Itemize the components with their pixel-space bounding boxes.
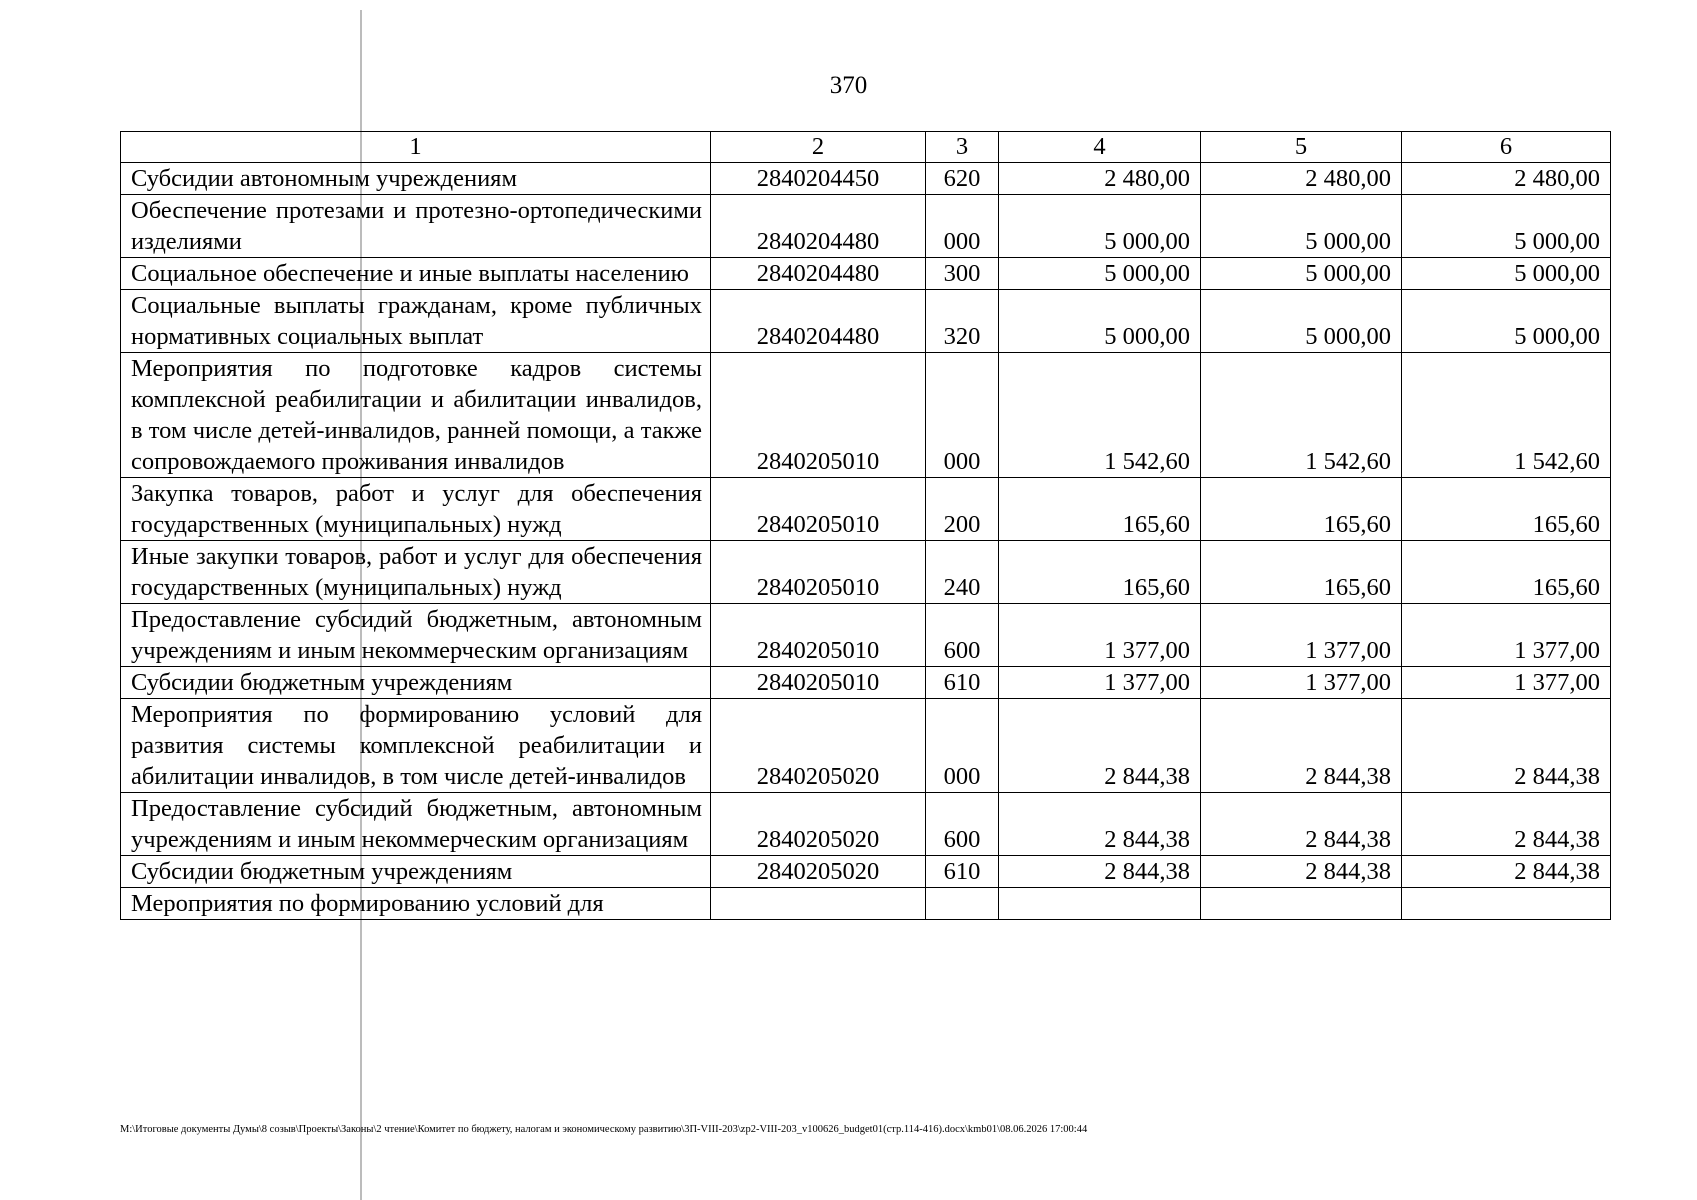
- row-value-5: 1 377,00: [1201, 604, 1402, 667]
- row-type: 200: [926, 478, 999, 541]
- row-code: 2840205010: [711, 604, 926, 667]
- row-code: 2840204480: [711, 258, 926, 290]
- row-value-5: 5 000,00: [1201, 290, 1402, 353]
- table-row: [121, 478, 1611, 541]
- row-name: Предоставление субсидий бюджетным, автономным учреждениям и иным некоммерческим организациям: [121, 604, 711, 667]
- row-type: 620: [926, 163, 999, 195]
- budget-table: [120, 131, 1611, 920]
- row-value-6: 1 377,00: [1402, 604, 1611, 667]
- table-row: [121, 541, 1611, 604]
- row-code: 2840205020: [711, 793, 926, 856]
- row-name: Социальное обеспечение и иные выплаты населению: [121, 258, 711, 290]
- table-row: [121, 699, 1611, 793]
- column-header: 1: [121, 132, 711, 163]
- column-header: 2: [711, 132, 926, 163]
- row-value-5: 165,60: [1201, 541, 1402, 604]
- row-value-6: 5 000,00: [1402, 195, 1611, 258]
- row-code: 2840205010: [711, 478, 926, 541]
- row-value-5: 2 844,38: [1201, 793, 1402, 856]
- table-body: [121, 163, 1611, 920]
- column-header: 4: [999, 132, 1201, 163]
- row-type: 000: [926, 353, 999, 478]
- row-value-5: [1201, 888, 1402, 920]
- table-row: [121, 163, 1611, 195]
- table-header: [121, 132, 1611, 163]
- row-type: 610: [926, 667, 999, 699]
- table-row: [121, 258, 1611, 290]
- header-row: [121, 132, 1611, 163]
- row-name: Субсидии автономным учреждениям: [121, 163, 711, 195]
- column-header: 6: [1402, 132, 1611, 163]
- row-name: Иные закупки товаров, работ и услуг для обеспечения государственных (муниципальных) нужд: [121, 541, 711, 604]
- row-value-4: 1 377,00: [999, 604, 1201, 667]
- row-value-6: 2 480,00: [1402, 163, 1611, 195]
- row-value-5: 165,60: [1201, 478, 1402, 541]
- row-code: 2840204480: [711, 290, 926, 353]
- row-value-4: 2 844,38: [999, 793, 1201, 856]
- row-value-5: 2 844,38: [1201, 856, 1402, 888]
- table-row: [121, 604, 1611, 667]
- row-value-6: 1 542,60: [1402, 353, 1611, 478]
- row-value-6: 165,60: [1402, 541, 1611, 604]
- row-name: Мероприятия по подготовке кадров системы комплексной реабилитации и абилитации инвалидов, в том числе детей-инвалидов, ранней помощи, а также сопровождаемого проживания инвалидов: [121, 353, 711, 478]
- row-value-6: 165,60: [1402, 478, 1611, 541]
- column-header: 5: [1201, 132, 1402, 163]
- row-name: Социальные выплаты гражданам, кроме публичных нормативных социальных выплат: [121, 290, 711, 353]
- row-type: 600: [926, 604, 999, 667]
- table-row: [121, 195, 1611, 258]
- row-value-4: 2 844,38: [999, 856, 1201, 888]
- row-value-4: 1 542,60: [999, 353, 1201, 478]
- row-value-5: 5 000,00: [1201, 195, 1402, 258]
- row-type: 320: [926, 290, 999, 353]
- row-code: 2840204480: [711, 195, 926, 258]
- row-value-6: 5 000,00: [1402, 290, 1611, 353]
- row-type: [926, 888, 999, 920]
- row-type: 600: [926, 793, 999, 856]
- row-value-4: 5 000,00: [999, 258, 1201, 290]
- row-value-6: 5 000,00: [1402, 258, 1611, 290]
- row-value-5: 2 844,38: [1201, 699, 1402, 793]
- row-name: Закупка товаров, работ и услуг для обеспечения государственных (муниципальных) нужд: [121, 478, 711, 541]
- row-value-5: 2 480,00: [1201, 163, 1402, 195]
- table-row: [121, 353, 1611, 478]
- column-header: 3: [926, 132, 999, 163]
- table-row: [121, 888, 1611, 920]
- row-value-4: 165,60: [999, 541, 1201, 604]
- table-row: [121, 793, 1611, 856]
- row-name: Предоставление субсидий бюджетным, автономным учреждениям и иным некоммерческим организациям: [121, 793, 711, 856]
- row-code: 2840205010: [711, 353, 926, 478]
- row-code: 2840205020: [711, 856, 926, 888]
- row-type: 300: [926, 258, 999, 290]
- row-value-5: 5 000,00: [1201, 258, 1402, 290]
- row-type: 610: [926, 856, 999, 888]
- row-value-6: 1 377,00: [1402, 667, 1611, 699]
- row-name: Субсидии бюджетным учреждениям: [121, 667, 711, 699]
- row-name: Обеспечение протезами и протезно-ортопедическими изделиями: [121, 195, 711, 258]
- row-code: 2840205010: [711, 541, 926, 604]
- row-name: Мероприятия по формированию условий для: [121, 888, 711, 920]
- row-value-5: 1 542,60: [1201, 353, 1402, 478]
- row-value-6: 2 844,38: [1402, 856, 1611, 888]
- row-name: Субсидии бюджетным учреждениям: [121, 856, 711, 888]
- row-name: Мероприятия по формированию условий для развития системы комплексной реабилитации и абилитации инвалидов, в том числе детей-инвалидов: [121, 699, 711, 793]
- row-code: 2840204450: [711, 163, 926, 195]
- table-row: [121, 856, 1611, 888]
- row-value-4: 2 844,38: [999, 699, 1201, 793]
- row-type: 240: [926, 541, 999, 604]
- row-value-4: [999, 888, 1201, 920]
- page-number: 370: [829, 72, 868, 99]
- row-value-4: 5 000,00: [999, 290, 1201, 353]
- table-row: [121, 667, 1611, 699]
- row-value-5: 1 377,00: [1201, 667, 1402, 699]
- row-value-4: 165,60: [999, 478, 1201, 541]
- row-code: [711, 888, 926, 920]
- row-value-4: 1 377,00: [999, 667, 1201, 699]
- row-value-4: 5 000,00: [999, 195, 1201, 258]
- row-type: 000: [926, 699, 999, 793]
- table-row: [121, 290, 1611, 353]
- row-type: 000: [926, 195, 999, 258]
- row-value-6: 2 844,38: [1402, 793, 1611, 856]
- row-value-6: 2 844,38: [1402, 699, 1611, 793]
- file-path-footer: M:\Итоговые документы Думы\8 созыв\Проекты\Законы\2 чтение\Комитет по бюджету, налогам и экономическому развитию\3П-VIII-203\zp2-VIII-203_v100626_budget01(стр.114-416).docx\kmb01\08.06.2026 17:00:44: [120, 1124, 1088, 1135]
- row-value-6: [1402, 888, 1611, 920]
- row-code: 2840205010: [711, 667, 926, 699]
- row-value-4: 2 480,00: [999, 163, 1201, 195]
- row-code: 2840205020: [711, 699, 926, 793]
